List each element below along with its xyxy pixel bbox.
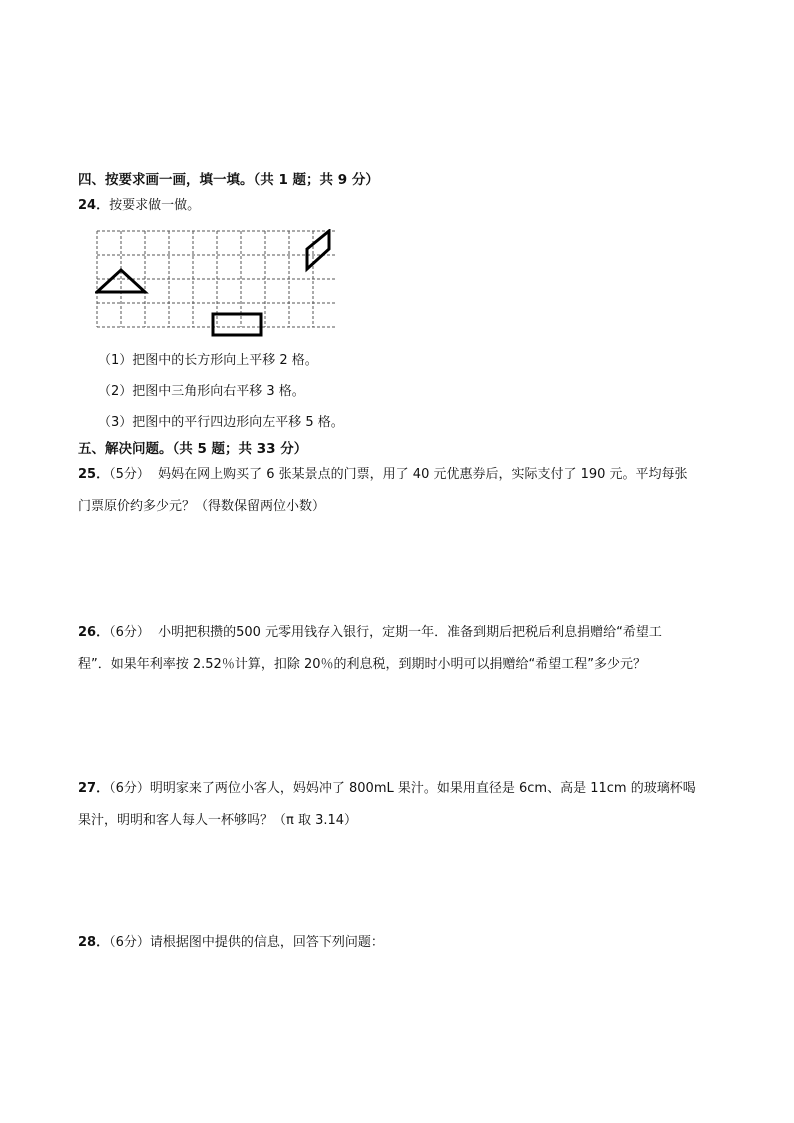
question-27-line-2: 果汁，明明和客人每人一杯够吗？（π 取 3.14） (78, 813, 358, 828)
question-text: 明明家来了两位小客人，妈妈冲了 800mL 果汁。如果用直径是 6cm、高是 11cm 的玻璃杯喝 (149, 781, 696, 796)
question-25 (78, 465, 688, 485)
q24-part-3: （3）把图中的平行四边形向左平移 5 格。 (98, 415, 344, 430)
translation-grid-figure (95, 229, 335, 337)
question-27 (78, 779, 696, 799)
q24-part-1: （1）把图中的长方形向上平移 2 格。 (98, 353, 318, 368)
question-score: （5分） (109, 467, 150, 482)
question-28 (78, 933, 384, 953)
q24-part-2: （2）把图中三角形向右平移 3 格。 (98, 384, 305, 399)
question-text: 按要求做一做。 (109, 198, 201, 213)
question-26 (78, 623, 662, 643)
question-number: 24． (78, 198, 110, 213)
question-score: （6分） (109, 625, 150, 640)
question-number: 25． (78, 467, 110, 482)
question-score: （6分） (109, 935, 150, 950)
question-24 (78, 196, 200, 216)
question-26-line-2: 程”．如果年利率按 2.52％计算，扣除 20％的利息税，到期时小明可以捐赠给“希望工程”多少元？ (78, 657, 646, 672)
section-4-title: 四、按要求画一画，填一填。（共 1 题；共 9 分） (78, 172, 379, 188)
question-number: 26． (78, 625, 110, 640)
question-number: 27． (78, 781, 110, 796)
question-25-line-2: 门票原价约多少元？（得数保留两位小数） (78, 499, 326, 514)
question-text: 小明把积攒的500 元零用钱存入银行，定期一年．准备到期后把税后利息捐赠给“希望工 (158, 625, 662, 640)
parallelogram-shape (307, 231, 329, 269)
question-text: 请根据图中提供的信息，回答下列问题： (149, 935, 384, 950)
question-score: （6分） (109, 781, 150, 796)
question-text: 妈妈在网上购买了 6 张某景点的门票，用了 40 元优惠券后，实际支付了 190 元。平均每张 (158, 467, 688, 482)
rectangle-shape (213, 314, 261, 335)
question-number: 28． (78, 935, 110, 950)
section-5-title: 五、解决问题。（共 5 题；共 33 分） (78, 441, 308, 457)
